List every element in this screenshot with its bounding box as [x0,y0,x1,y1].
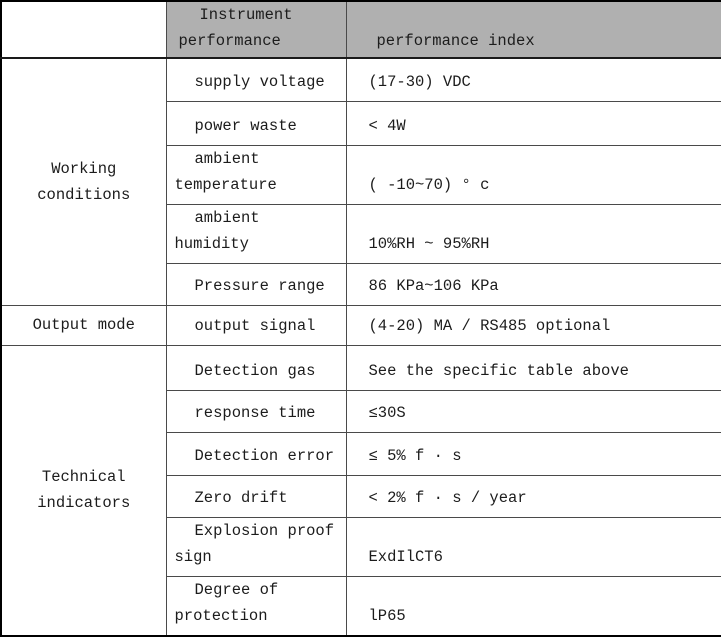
value-cell: ExdIlCT6 [346,517,721,576]
parameter-cell: Degree of protection [166,576,346,636]
header-performance-index: performance index [346,1,721,58]
category-working-conditions: Working conditions [1,58,166,305]
value-cell: (4-20) MA / RS485 optional [346,305,721,345]
table-row [1,58,721,101]
parameter-cell: power waste [166,101,346,145]
parameter-cell: Zero drift [166,475,346,517]
parameter-cell: response time [166,390,346,432]
table-row [1,345,721,390]
parameter-cell: supply voltage [166,58,346,101]
value-cell: (17-30) VDC [346,58,721,101]
table-row [1,305,721,345]
parameter-cell: Explosion proof sign [166,517,346,576]
value-cell: 10%RH ~ 95%RH [346,204,721,263]
value-cell: 86 KPa~106 KPa [346,263,721,305]
parameter-cell: ambient temperature [166,145,346,204]
header-row [1,1,721,58]
value-cell: ≤30S [346,390,721,432]
parameter-cell: Detection gas [166,345,346,390]
header-instrument-performance: Instrument performance [166,1,346,58]
header-blank-cell [1,1,166,58]
parameter-cell: ambient humidity [166,204,346,263]
value-cell: < 2% f · s / year [346,475,721,517]
value-cell: lP65 [346,576,721,636]
category-output-mode: Output mode [1,305,166,345]
value-cell: < 4W [346,101,721,145]
category-technical-indicators: Technical indicators [1,345,166,636]
value-cell: See the specific table above [346,345,721,390]
parameter-cell: Pressure range [166,263,346,305]
parameter-cell: output signal [166,305,346,345]
value-cell: ( -10~70) ° c [346,145,721,204]
value-cell: ≤ 5% f · s [346,432,721,475]
parameter-cell: Detection error [166,432,346,475]
